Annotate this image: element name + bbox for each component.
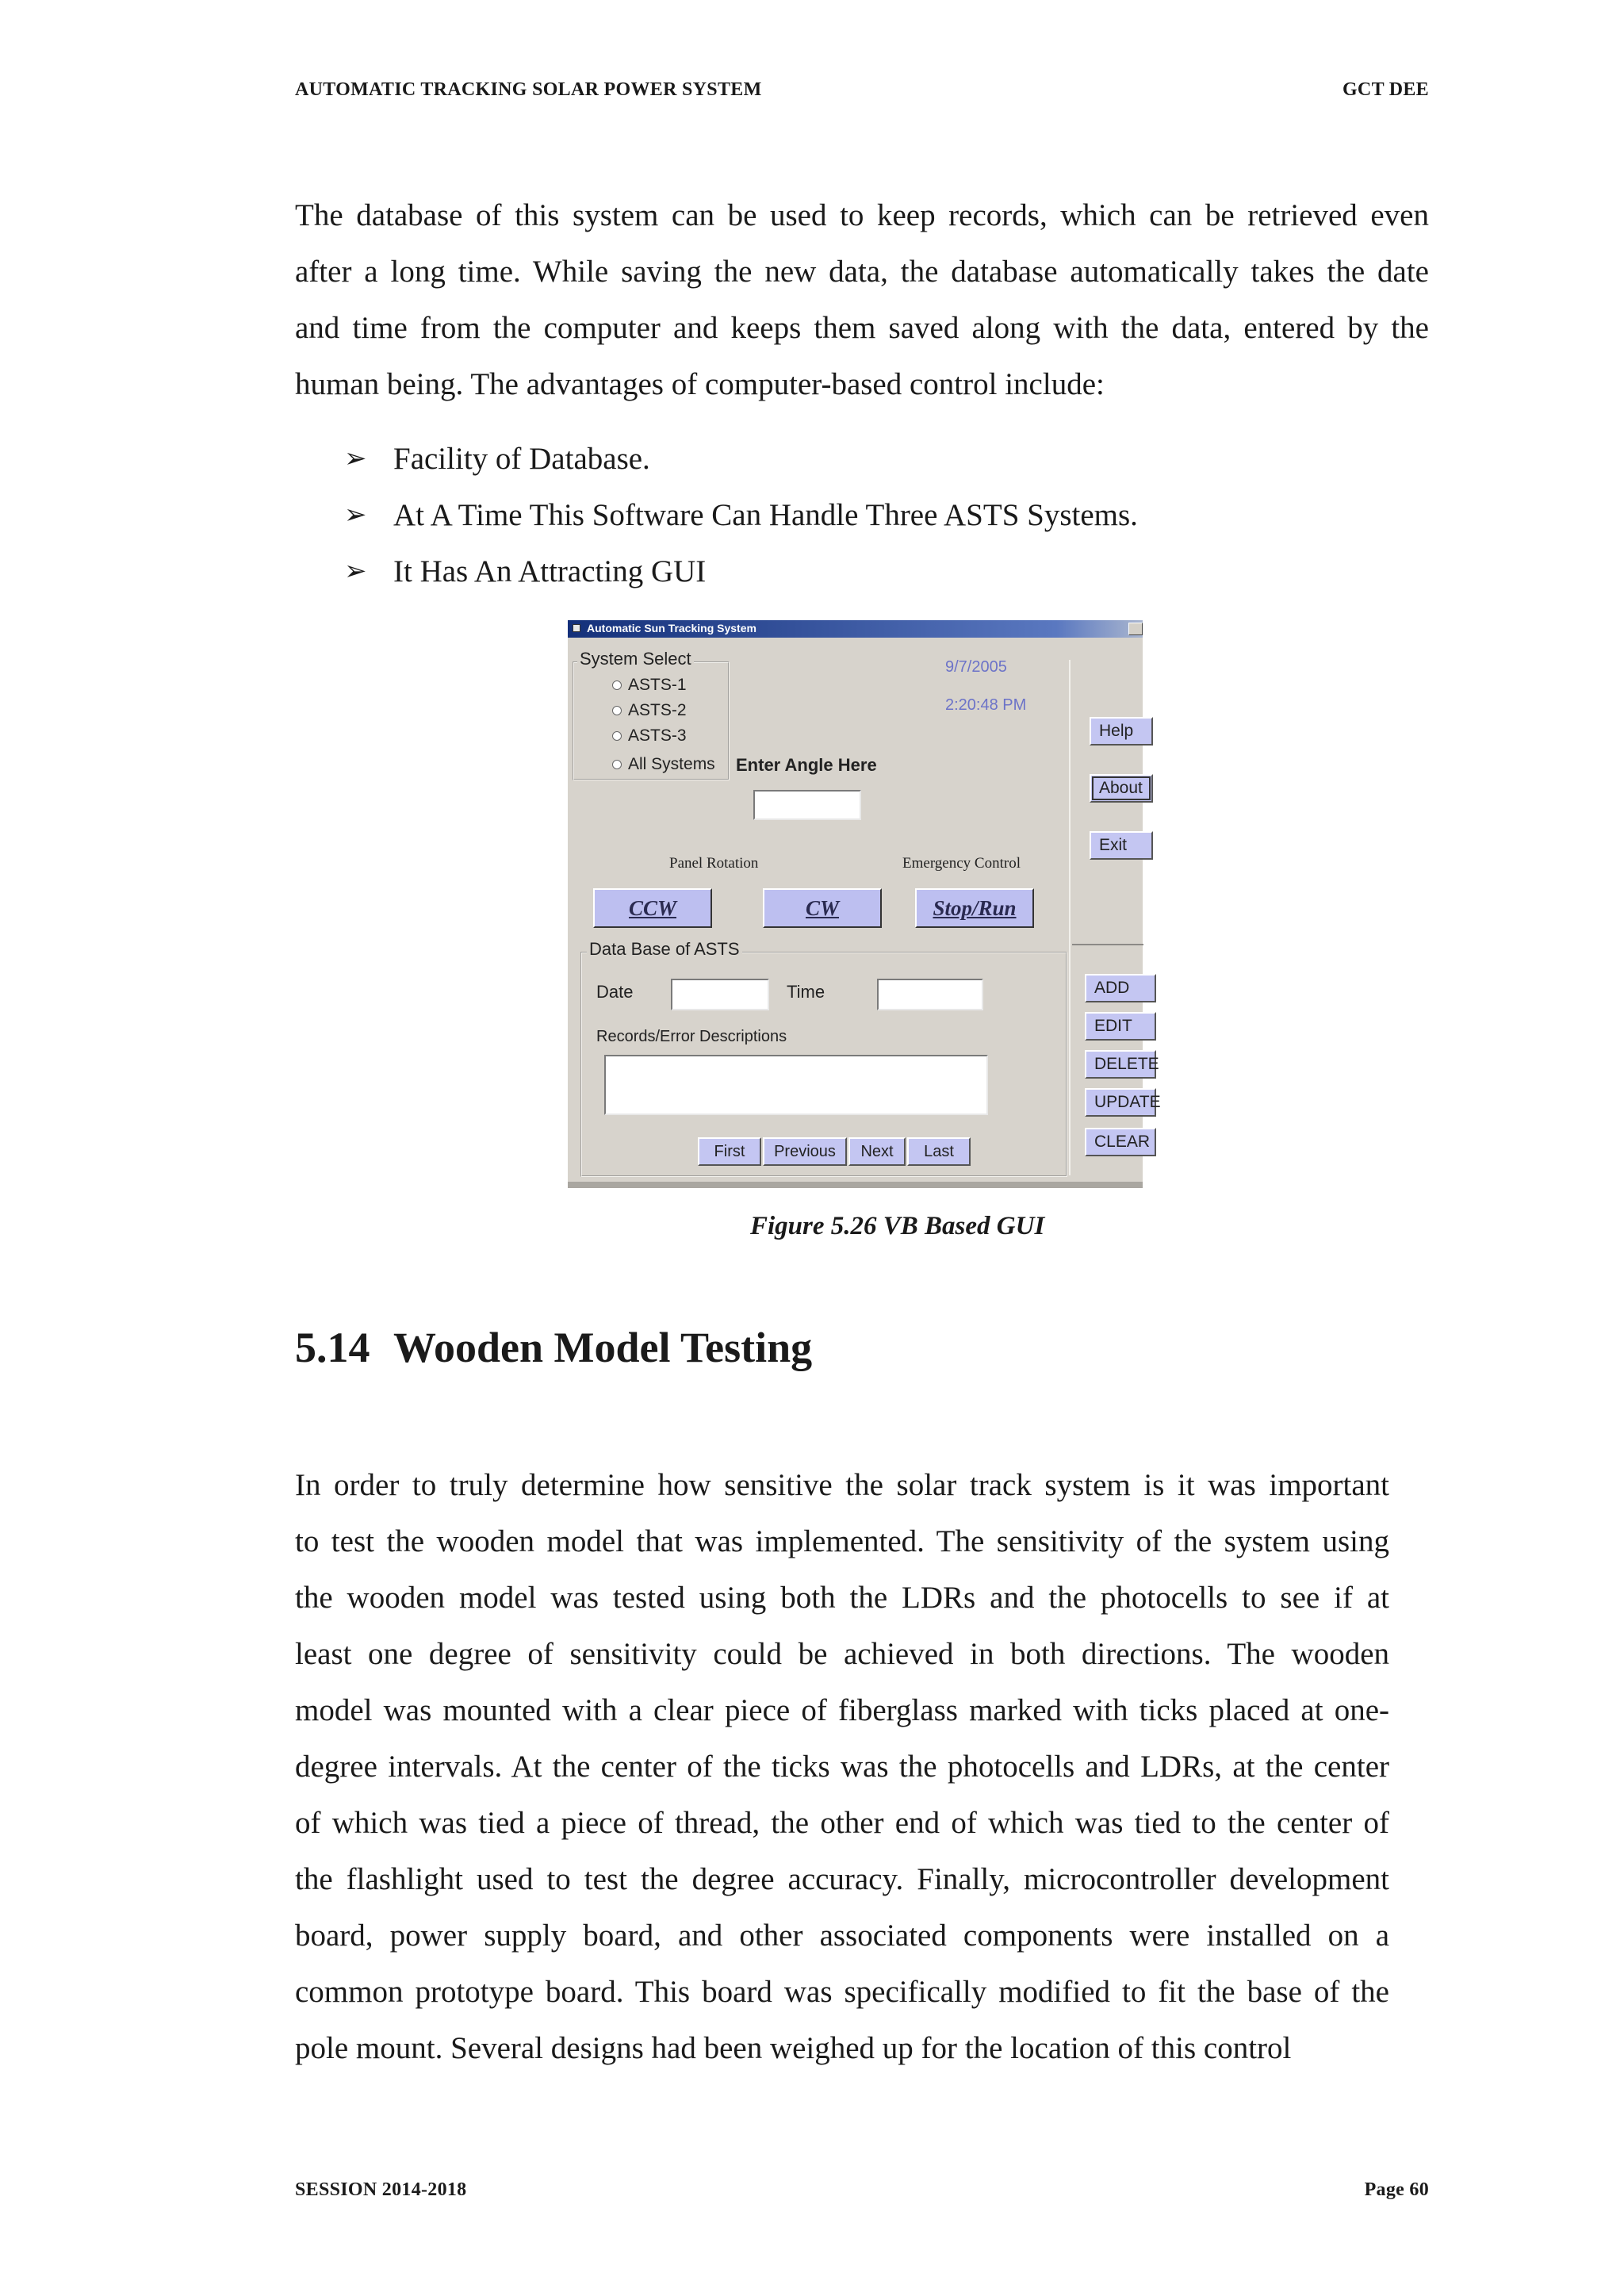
text-line: least one degree of sensitivity could be achieved in both directions. The wooden: [295, 1637, 1389, 1671]
window-bottom-edge: [568, 1182, 1143, 1188]
section-number: 5.14: [295, 1324, 370, 1371]
delete-button[interactable]: DELETE: [1085, 1050, 1156, 1079]
db-time-label: Time: [787, 982, 825, 1002]
db-date-field[interactable]: [671, 979, 769, 1010]
footer-session: SESSION 2014-2018: [295, 2179, 467, 2200]
current-time: 2:20:48 PM: [945, 696, 1027, 714]
section-heading: [295, 1323, 812, 1372]
first-record-button[interactable]: First: [698, 1137, 761, 1166]
text-line: The database of this system can be used to keep records, which can be retrieved even: [295, 198, 1429, 232]
text-line: model was mounted with a clear piece of fiberglass marked with ticks placed at one-: [295, 1693, 1389, 1727]
text-line: after a long time. While saving the new data, the database automatically takes the date: [295, 255, 1429, 289]
add-button[interactable]: ADD: [1085, 974, 1156, 1002]
radio-asts-3[interactable]: [612, 726, 687, 746]
text-line: In order to truly determine how sensitive the solar track system is it was important: [295, 1468, 1389, 1502]
footer-page-number: Page 60: [1364, 2179, 1429, 2200]
emergency-control-label: Emergency Control: [902, 855, 1021, 872]
running-header-dept: GCT DEE: [1342, 79, 1429, 100]
figure-caption: Figure 5.26 VB Based GUI: [750, 1212, 1045, 1240]
exit-button[interactable]: Exit: [1090, 831, 1153, 860]
records-label: Records/Error Descriptions: [596, 1028, 787, 1045]
radio-circle-icon: [612, 706, 622, 715]
window-title: Automatic Sun Tracking System: [587, 622, 756, 634]
about-button[interactable]: About: [1090, 774, 1153, 803]
next-record-button[interactable]: Next: [848, 1137, 906, 1166]
list-item-text: Facility of Database.: [393, 442, 650, 476]
arrow-bullet-icon: ➢: [344, 500, 367, 530]
list-item-text: At A Time This Software Can Handle Three ASTS Systems.: [393, 498, 1138, 532]
system-select-label: System Select: [577, 649, 694, 669]
text-line: degree intervals. At the center of the ticks was the photocells and LDRs, at the center: [295, 1750, 1389, 1784]
help-button[interactable]: Help: [1090, 717, 1153, 746]
ccw-button[interactable]: CCW: [593, 888, 712, 928]
radio-label: ASTS-2: [628, 701, 687, 719]
section-title: Wooden Model Testing: [393, 1324, 813, 1371]
intro-paragraph: [295, 187, 1429, 412]
radio-asts-1[interactable]: [612, 676, 687, 695]
arrow-bullet-icon: ➢: [344, 444, 367, 473]
list-item: [344, 543, 1138, 600]
window-titlebar: [568, 620, 1143, 638]
running-header-title: AUTOMATIC TRACKING SOLAR POWER SYSTEM: [295, 79, 762, 100]
radio-circle-icon: [612, 760, 622, 769]
angle-input[interactable]: [753, 790, 861, 820]
radio-label: ASTS-3: [628, 726, 687, 745]
current-date: 9/7/2005: [945, 658, 1007, 676]
database-label: Data Base of ASTS: [587, 939, 742, 960]
right-panel-separator: [1072, 944, 1143, 945]
radio-circle-icon: [612, 731, 622, 741]
text-line: board, power supply board, and other associated components were installed on a: [295, 1918, 1389, 1953]
arrow-bullet-icon: ➢: [344, 557, 367, 586]
list-item: [344, 487, 1138, 543]
radio-label: All Systems: [628, 755, 715, 773]
text-line: pole mount. Several designs had been weighed up for the location of this control: [295, 2031, 1292, 2065]
radio-asts-2[interactable]: [612, 701, 687, 720]
text-line: to test the wooden model that was implemented. The sensitivity of the system using: [295, 1524, 1389, 1558]
db-date-label: Date: [596, 982, 634, 1002]
db-time-field[interactable]: [877, 979, 983, 1010]
clear-button[interactable]: CLEAR: [1085, 1128, 1156, 1156]
list-item: [344, 431, 1138, 487]
text-line: and time from the computer and keeps them saved along with the data, entered by the: [295, 311, 1429, 345]
window-minimize-button[interactable]: [1128, 623, 1143, 635]
enter-angle-label: Enter Angle Here: [736, 755, 877, 775]
body-paragraph: [295, 1457, 1389, 2076]
previous-record-button[interactable]: Previous: [763, 1137, 847, 1166]
records-textarea[interactable]: [604, 1055, 988, 1115]
stop-run-button[interactable]: Stop/Run: [915, 888, 1034, 928]
last-record-button[interactable]: Last: [907, 1137, 971, 1166]
edit-button[interactable]: EDIT: [1085, 1012, 1156, 1041]
vb-gui-screenshot: [568, 620, 1161, 1188]
text-line: the flashlight used to test the degree accuracy. Finally, microcontroller development: [295, 1862, 1389, 1896]
list-item-text: It Has An Attracting GUI: [393, 554, 707, 588]
text-line: common prototype board. This board was specifically modified to fit the base of the: [295, 1975, 1389, 2009]
radio-all-systems[interactable]: [612, 755, 715, 774]
text-line: human being. The advantages of computer-based control include:: [295, 367, 1105, 401]
update-button[interactable]: UPDATE: [1085, 1088, 1156, 1117]
panel-rotation-label: Panel Rotation: [669, 855, 759, 872]
right-panel-divider: [1069, 660, 1071, 1175]
advantages-list: [344, 431, 1138, 600]
text-line: the wooden model was tested using both the LDRs and the photocells to see if at: [295, 1581, 1389, 1615]
radio-circle-icon: [612, 680, 622, 690]
window-app-icon: [573, 624, 580, 632]
cw-button[interactable]: CW: [763, 888, 882, 928]
radio-label: ASTS-1: [628, 676, 687, 694]
text-line: of which was tied a piece of thread, the other end of which was tied to the center of: [295, 1806, 1389, 1840]
